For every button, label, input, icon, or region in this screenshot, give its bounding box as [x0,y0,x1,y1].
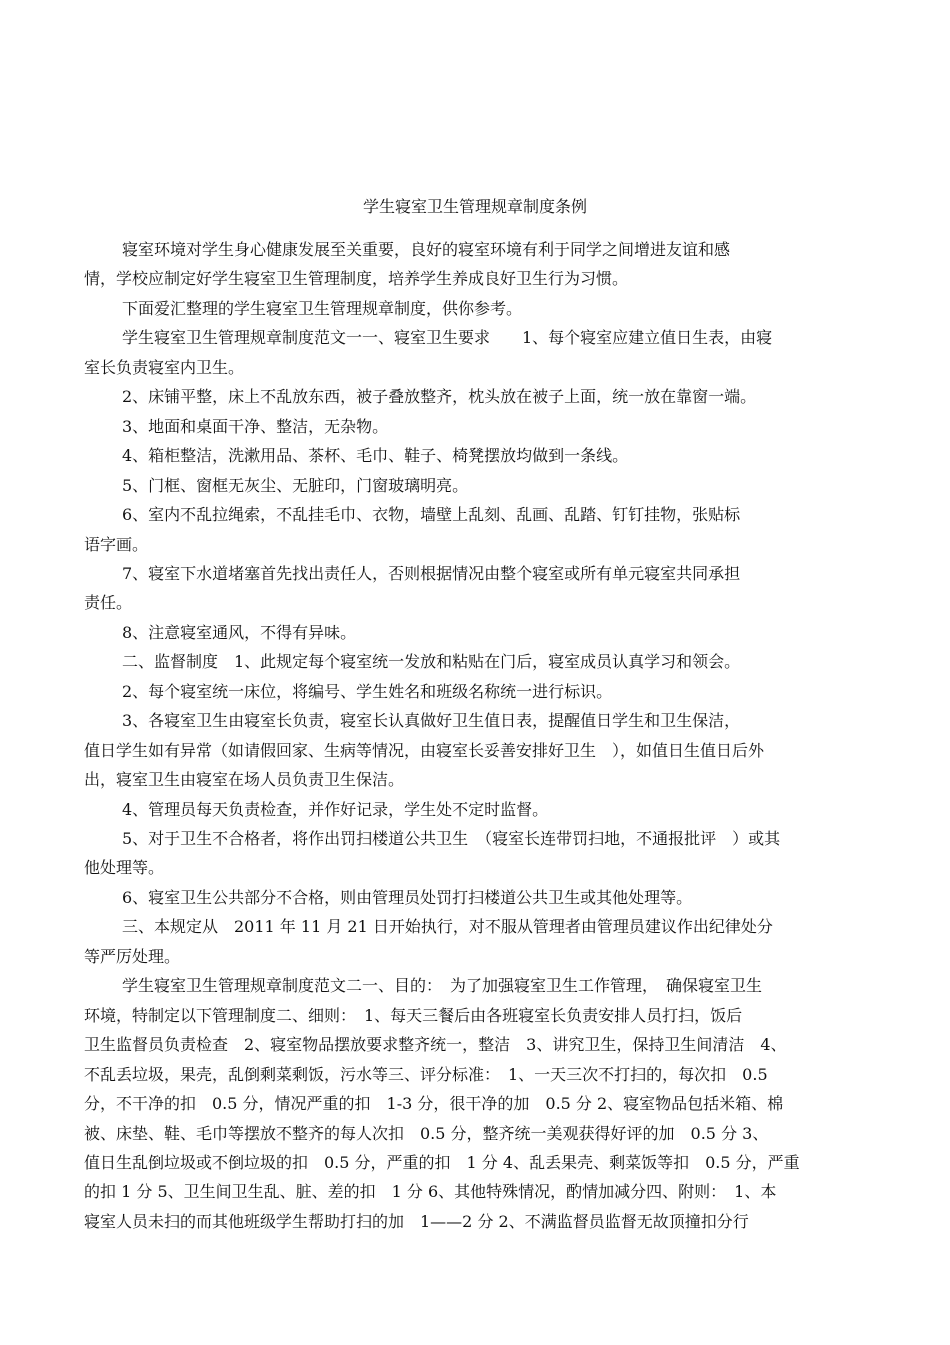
text-line: 卫生监督员负责检查 2、寝室物品摆放要求整齐统一，整洁 3、讲究卫生，保持卫生间清洁 4、 [84,1035,787,1055]
text-line: 责任。 [84,593,133,613]
text-line: 三、本规定从 2011 年 11 月 21 日开始执行，对不服从管理者由管理员建议作出纪律处分 [122,917,773,937]
text-line: 不乱丢垃圾，果壳，乱倒剩菜剩饭，污水等三、评分标准： 1、一天三次不打扫的，每次扣 0.5 [84,1064,768,1084]
text-line: 3、地面和桌面干净、整洁，无杂物。 [122,416,389,436]
text-line: 2、床铺平整，床上不乱放东西，被子叠放整齐，枕头放在被子上面，统一放在靠窗一端。 [122,387,757,407]
text-line: 5、门框、窗框无灰尘、无脏印，门窗玻璃明亮。 [122,475,469,495]
text-line: 2、每个寝室统一床位，将编号、学生姓名和班级名称统一进行标识。 [122,681,613,701]
text-line: 7、寝室下水道堵塞首先找出责任人，否则根据情况由整个寝室或所有单元寝室共同承担 [122,564,741,583]
text-line: 4、管理员每天负责检查，并作好记录，学生处不定时监督。 [122,799,549,819]
text-line: 环境，特制定以下管理制度二、细则： 1、每天三餐后由各班寝室长负责安排人员打扫，饭后 [84,1005,743,1025]
text-line: 3、各寝室卫生由寝室长负责，寝室长认真做好卫生值日表，提醒值日学生和卫生保洁， [122,711,741,731]
text-line: 被、床垫、鞋、毛巾等摆放不整齐的每人次扣 0.5 分，整齐统一美观获得好评的加 0.5 分 3、 [84,1123,769,1143]
text-line: 学生寝室卫生管理规章制度范文二一、目的： 为了加强寝室卫生工作管理， 确保寝室卫生 [122,976,763,996]
text-line: 寝室人员未扫的而其他班级学生帮助打扫的加 1——2 分 2、不满监督员监督无故顶撞扣分行 [84,1211,749,1231]
text-line: 他处理等。 [84,858,165,878]
text-line: 8、注意寝室通风，不得有异味。 [122,622,357,642]
text-line: 分，不干净的扣 0.5 分，情况严重的扣 1-3 分，很干净的加 0.5 分 2、寝室物品包括米箱、棉 [84,1094,784,1113]
text-line: 语字画。 [84,534,149,554]
text-line: 等严厉处理。 [84,946,181,966]
text-line: 值日学生如有异常（如请假回家、生病等情况，由寝室长妥善安排好卫生 ），如值日生值日后外 [84,740,765,760]
text-line: 下面爱汇整理的学生寝室卫生管理规章制度，供你参考。 [122,298,523,318]
text-line: 5、对于卫生不合格者，将作出罚扫楼道公共卫生 （寝室长连带罚扫地，不通报批评 ）或其 [122,829,781,848]
text-line: 学生寝室卫生管理规章制度范文一一、寝室卫生要求 1、每个寝室应建立值日生表，由寝 [122,328,773,348]
text-line: 情，学校应制定好学生寝室卫生管理制度，培养学生养成良好卫生行为习惯。 [84,269,629,289]
text-line: 的扣 1 分 5、卫生间卫生乱、脏、差的扣 1 分 6、其他特殊情况，酌情加减分四、附则： 1、本 [84,1182,777,1202]
text-line: 值日生乱倒垃圾或不倒垃圾的扣 0.5 分，严重的扣 1 分 4、乱丢果壳、剩菜饭等扣 0.5 分，严重 [84,1152,800,1172]
text-line: 6、寝室卫生公共部分不合格，则由管理员处罚打扫楼道公共卫生或其他处理等。 [122,887,693,907]
document-title: 学生寝室卫生管理规章制度条例 [362,197,587,216]
text-line: 二、监督制度 1、此规定每个寝室统一发放和粘贴在门后，寝室成员认真学习和领会。 [122,652,741,672]
text-line: 寝室环境对学生身心健康发展至关重要，良好的寝室环境有利于同学之间增进友谊和感 [122,240,731,259]
text-line: 4、箱柜整洁，洗漱用品、茶杯、毛巾、鞋子、椅凳摆放均做到一条线。 [122,446,629,466]
text-line: 6、室内不乱拉绳索，不乱挂毛巾、衣物，墙壁上乱刻、乱画、乱踏、钉钉挂物，张贴标 [122,505,741,525]
text-line: 室长负责寝室内卫生。 [84,357,245,377]
text-line: 出，寝室卫生由寝室在场人员负责卫生保洁。 [84,770,405,790]
